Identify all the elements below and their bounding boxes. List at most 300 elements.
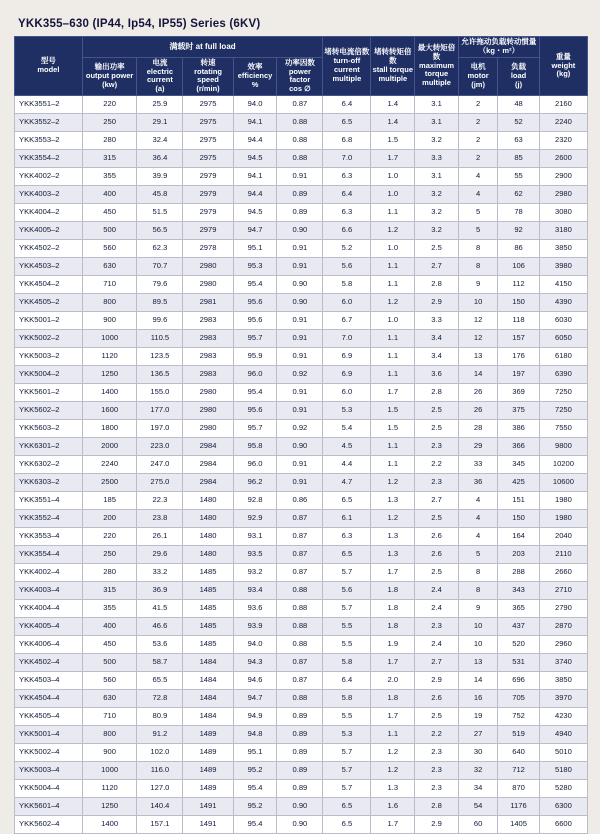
cell-inertia_motor: 12	[458, 330, 497, 348]
cell-model: YKK5003–2	[15, 348, 83, 366]
cell-power_factor: 0.87	[277, 96, 323, 114]
cell-power_factor: 0.88	[277, 132, 323, 150]
cell-inertia_load: 1176	[498, 798, 540, 816]
table-row	[15, 726, 588, 744]
cell-current: 123.5	[137, 348, 183, 366]
cell-efficiency: 95.2	[233, 762, 277, 780]
table-row	[15, 114, 588, 132]
cell-efficiency: 96.0	[233, 456, 277, 474]
cell-inertia_motor: 8	[458, 258, 497, 276]
cell-model: YKK6301–2	[15, 438, 83, 456]
cell-turn_off_current: 6.5	[323, 798, 371, 816]
cell-output_power: 1120	[82, 780, 137, 798]
cell-max_torque: 3.2	[415, 132, 459, 150]
cell-weight: 2160	[539, 96, 587, 114]
cell-current: 62.3	[137, 240, 183, 258]
cell-power_factor: 0.90	[277, 276, 323, 294]
cell-stall_torque: 1.1	[371, 204, 415, 222]
cell-current: 39.9	[137, 168, 183, 186]
cell-stall_torque: 1.1	[371, 258, 415, 276]
cell-weight: 4940	[539, 726, 587, 744]
cell-weight: 1980	[539, 510, 587, 528]
cell-max_torque: 2.9	[415, 672, 459, 690]
cell-turn_off_current: 5.5	[323, 708, 371, 726]
cell-efficiency: 94.5	[233, 204, 277, 222]
cell-efficiency: 94.8	[233, 726, 277, 744]
cell-power_factor: 0.91	[277, 456, 323, 474]
cell-max_torque: 3.4	[415, 348, 459, 366]
cell-speed: 2975	[183, 114, 233, 132]
cell-speed: 2975	[183, 150, 233, 168]
cell-power_factor: 0.89	[277, 762, 323, 780]
cell-inertia_motor: 2	[458, 114, 497, 132]
cell-inertia_load: 150	[498, 294, 540, 312]
cell-turn_off_current: 5.7	[323, 600, 371, 618]
cell-speed: 2981	[183, 294, 233, 312]
cell-stall_torque: 1.7	[371, 384, 415, 402]
cell-speed: 2984	[183, 456, 233, 474]
cell-speed: 1480	[183, 546, 233, 564]
cell-speed: 2980	[183, 402, 233, 420]
cell-stall_torque: 1.2	[371, 474, 415, 492]
cell-stall_torque: 1.8	[371, 600, 415, 618]
cell-power_factor: 0.87	[277, 510, 323, 528]
cell-weight: 6600	[539, 816, 587, 834]
cell-model: YKK3553–4	[15, 528, 83, 546]
cell-weight: 3740	[539, 654, 587, 672]
cell-current: 46.6	[137, 618, 183, 636]
cell-efficiency: 95.7	[233, 330, 277, 348]
cell-turn_off_current: 5.7	[323, 744, 371, 762]
cell-stall_torque: 1.4	[371, 114, 415, 132]
cell-power_factor: 0.90	[277, 816, 323, 834]
cell-weight: 7250	[539, 384, 587, 402]
cell-weight: 2900	[539, 168, 587, 186]
table-row	[15, 546, 588, 564]
cell-speed: 1489	[183, 726, 233, 744]
cell-inertia_load: 343	[498, 582, 540, 600]
cell-stall_torque: 1.5	[371, 402, 415, 420]
cell-speed: 1484	[183, 654, 233, 672]
cell-speed: 1480	[183, 510, 233, 528]
cell-weight: 3180	[539, 222, 587, 240]
cell-max_torque: 2.7	[415, 258, 459, 276]
cell-inertia_load: 176	[498, 348, 540, 366]
cell-model: YKK4504–4	[15, 690, 83, 708]
cell-power_factor: 0.92	[277, 420, 323, 438]
cell-model: YKK4503–2	[15, 258, 83, 276]
table-row	[15, 654, 588, 672]
cell-speed: 2978	[183, 240, 233, 258]
cell-max_torque: 2.5	[415, 240, 459, 258]
cell-output_power: 710	[82, 276, 137, 294]
cell-speed: 2980	[183, 420, 233, 438]
cell-weight: 1980	[539, 492, 587, 510]
cell-model: YKK5601–4	[15, 798, 83, 816]
cell-weight: 3980	[539, 258, 587, 276]
cell-weight: 6050	[539, 330, 587, 348]
cell-inertia_load: 92	[498, 222, 540, 240]
cell-turn_off_current: 5.6	[323, 582, 371, 600]
cell-model: YKK5001–2	[15, 312, 83, 330]
cell-efficiency: 96.2	[233, 474, 277, 492]
cell-weight: 4230	[539, 708, 587, 726]
cell-inertia_load: 203	[498, 546, 540, 564]
cell-speed: 1491	[183, 816, 233, 834]
table-row	[15, 222, 588, 240]
cell-current: 91.2	[137, 726, 183, 744]
cell-speed: 2980	[183, 384, 233, 402]
cell-current: 102.0	[137, 744, 183, 762]
table-row	[15, 636, 588, 654]
col-header-power-factor: 功率因数 power factor cos ∅	[277, 57, 323, 95]
cell-inertia_motor: 60	[458, 816, 497, 834]
cell-output_power: 1120	[82, 348, 137, 366]
cell-inertia_load: 78	[498, 204, 540, 222]
cell-turn_off_current: 5.2	[323, 240, 371, 258]
cell-power_factor: 0.91	[277, 168, 323, 186]
cell-inertia_load: 520	[498, 636, 540, 654]
cell-efficiency: 94.9	[233, 708, 277, 726]
cell-max_torque: 2.3	[415, 780, 459, 798]
cell-output_power: 630	[82, 690, 137, 708]
cell-inertia_load: 870	[498, 780, 540, 798]
cell-stall_torque: 1.7	[371, 564, 415, 582]
cell-inertia_motor: 30	[458, 744, 497, 762]
cell-turn_off_current: 4.5	[323, 438, 371, 456]
cell-turn_off_current: 6.4	[323, 96, 371, 114]
cell-output_power: 630	[82, 258, 137, 276]
cell-efficiency: 93.2	[233, 564, 277, 582]
cell-turn_off_current: 6.9	[323, 348, 371, 366]
cell-speed: 2979	[183, 168, 233, 186]
cell-current: 89.5	[137, 294, 183, 312]
cell-power_factor: 0.91	[277, 384, 323, 402]
cell-inertia_motor: 13	[458, 348, 497, 366]
cell-max_torque: 2.6	[415, 528, 459, 546]
cell-current: 65.5	[137, 672, 183, 690]
cell-output_power: 900	[82, 312, 137, 330]
cell-inertia_load: 437	[498, 618, 540, 636]
cell-inertia_motor: 4	[458, 528, 497, 546]
cell-inertia_motor: 26	[458, 384, 497, 402]
cell-stall_torque: 1.7	[371, 150, 415, 168]
cell-turn_off_current: 5.7	[323, 564, 371, 582]
cell-inertia_load: 164	[498, 528, 540, 546]
cell-output_power: 800	[82, 726, 137, 744]
cell-max_torque: 2.3	[415, 618, 459, 636]
cell-model: YKK5602–2	[15, 402, 83, 420]
table-row	[15, 492, 588, 510]
cell-current: 247.0	[137, 456, 183, 474]
cell-efficiency: 94.7	[233, 690, 277, 708]
cell-weight: 5280	[539, 780, 587, 798]
cell-stall_torque: 1.4	[371, 96, 415, 114]
cell-stall_torque: 1.9	[371, 636, 415, 654]
header-sub-row	[15, 57, 588, 95]
cell-stall_torque: 1.3	[371, 492, 415, 510]
cell-model: YKK4006–4	[15, 636, 83, 654]
cell-speed: 2980	[183, 276, 233, 294]
cell-current: 80.9	[137, 708, 183, 726]
cell-stall_torque: 1.1	[371, 276, 415, 294]
cell-inertia_load: 63	[498, 132, 540, 150]
cell-current: 70.7	[137, 258, 183, 276]
table-row	[15, 456, 588, 474]
cell-weight: 6180	[539, 348, 587, 366]
cell-current: 127.0	[137, 780, 183, 798]
cell-turn_off_current: 6.7	[323, 312, 371, 330]
cell-output_power: 450	[82, 636, 137, 654]
cell-inertia_motor: 8	[458, 582, 497, 600]
cell-speed: 1489	[183, 762, 233, 780]
cell-model: YKK5003–4	[15, 762, 83, 780]
cell-output_power: 1250	[82, 798, 137, 816]
cell-efficiency: 94.4	[233, 132, 277, 150]
cell-model: YKK4002–4	[15, 564, 83, 582]
cell-weight: 2320	[539, 132, 587, 150]
cell-turn_off_current: 7.0	[323, 150, 371, 168]
cell-output_power: 280	[82, 132, 137, 150]
cell-power_factor: 0.90	[277, 438, 323, 456]
cell-current: 58.7	[137, 654, 183, 672]
cell-max_torque: 3.3	[415, 150, 459, 168]
cell-max_torque: 3.2	[415, 186, 459, 204]
cell-max_torque: 3.3	[415, 312, 459, 330]
cell-current: 99.6	[137, 312, 183, 330]
cell-current: 36.9	[137, 582, 183, 600]
cell-inertia_load: 112	[498, 276, 540, 294]
cell-speed: 2980	[183, 258, 233, 276]
cell-inertia_motor: 8	[458, 240, 497, 258]
cell-inertia_load: 365	[498, 600, 540, 618]
header-group-row	[15, 37, 588, 58]
cell-stall_torque: 1.8	[371, 582, 415, 600]
cell-efficiency: 92.8	[233, 492, 277, 510]
cell-current: 72.8	[137, 690, 183, 708]
cell-inertia_load: 288	[498, 564, 540, 582]
cell-speed: 2983	[183, 330, 233, 348]
table-row	[15, 366, 588, 384]
cell-stall_torque: 1.2	[371, 294, 415, 312]
cell-efficiency: 94.1	[233, 168, 277, 186]
cell-inertia_load: 55	[498, 168, 540, 186]
col-header-full-load-group: 满载时 at full load	[82, 37, 323, 58]
cell-output_power: 400	[82, 186, 137, 204]
cell-model: YKK4003–2	[15, 186, 83, 204]
cell-turn_off_current: 6.0	[323, 384, 371, 402]
table-row	[15, 258, 588, 276]
cell-stall_torque: 1.1	[371, 438, 415, 456]
cell-current: 155.0	[137, 384, 183, 402]
table-row	[15, 474, 588, 492]
cell-model: YKK5002–4	[15, 744, 83, 762]
cell-stall_torque: 1.5	[371, 420, 415, 438]
table-row	[15, 744, 588, 762]
cell-stall_torque: 1.3	[371, 546, 415, 564]
cell-speed: 1485	[183, 564, 233, 582]
cell-inertia_load: 386	[498, 420, 540, 438]
cell-model: YKK6302–2	[15, 456, 83, 474]
cell-power_factor: 0.90	[277, 294, 323, 312]
cell-turn_off_current: 5.4	[323, 420, 371, 438]
cell-output_power: 1600	[82, 402, 137, 420]
cell-efficiency: 93.4	[233, 582, 277, 600]
cell-weight: 2600	[539, 150, 587, 168]
cell-speed: 1489	[183, 780, 233, 798]
cell-weight: 9800	[539, 438, 587, 456]
col-header-inertia-motor: 电机 motor (jm)	[458, 57, 497, 95]
table-row	[15, 762, 588, 780]
cell-model: YKK3554–2	[15, 150, 83, 168]
cell-turn_off_current: 6.5	[323, 816, 371, 834]
table-row	[15, 348, 588, 366]
cell-inertia_load: 640	[498, 744, 540, 762]
table-row	[15, 798, 588, 816]
cell-weight: 3850	[539, 672, 587, 690]
cell-max_torque: 2.7	[415, 492, 459, 510]
table-row	[15, 276, 588, 294]
cell-model: YKK4502–4	[15, 654, 83, 672]
cell-weight: 5180	[539, 762, 587, 780]
cell-model: YKK5002–2	[15, 330, 83, 348]
cell-current: 56.5	[137, 222, 183, 240]
table-row	[15, 528, 588, 546]
cell-current: 41.5	[137, 600, 183, 618]
cell-model: YKK5602–4	[15, 816, 83, 834]
cell-power_factor: 0.87	[277, 528, 323, 546]
cell-weight: 7550	[539, 420, 587, 438]
cell-efficiency: 95.4	[233, 276, 277, 294]
cell-model: YKK3553–2	[15, 132, 83, 150]
cell-model: YKK4005–4	[15, 618, 83, 636]
cell-inertia_load: 519	[498, 726, 540, 744]
col-header-efficiency: 效率 efficiency %	[233, 57, 277, 95]
cell-power_factor: 0.88	[277, 690, 323, 708]
cell-stall_torque: 1.7	[371, 654, 415, 672]
cell-turn_off_current: 6.1	[323, 510, 371, 528]
table-body	[15, 96, 588, 834]
cell-speed: 1484	[183, 672, 233, 690]
cell-power_factor: 0.87	[277, 564, 323, 582]
cell-current: 157.1	[137, 816, 183, 834]
col-header-turn-off-current: 堵转电流倍数 turn-off current multiple	[323, 37, 371, 96]
cell-stall_torque: 1.0	[371, 240, 415, 258]
cell-stall_torque: 1.2	[371, 744, 415, 762]
cell-model: YKK3551–4	[15, 492, 83, 510]
cell-max_torque: 2.5	[415, 510, 459, 528]
cell-max_torque: 3.6	[415, 366, 459, 384]
cell-inertia_load: 366	[498, 438, 540, 456]
cell-model: YKK3552–2	[15, 114, 83, 132]
cell-stall_torque: 1.8	[371, 618, 415, 636]
cell-weight: 6300	[539, 798, 587, 816]
cell-turn_off_current: 6.8	[323, 132, 371, 150]
cell-max_torque: 2.5	[415, 564, 459, 582]
cell-weight: 2240	[539, 114, 587, 132]
cell-inertia_load: 425	[498, 474, 540, 492]
cell-turn_off_current: 5.3	[323, 402, 371, 420]
cell-inertia_load: 1405	[498, 816, 540, 834]
cell-speed: 2975	[183, 132, 233, 150]
cell-turn_off_current: 4.4	[323, 456, 371, 474]
cell-model: YKK5004–2	[15, 366, 83, 384]
cell-turn_off_current: 5.7	[323, 780, 371, 798]
cell-current: 275.0	[137, 474, 183, 492]
cell-power_factor: 0.91	[277, 402, 323, 420]
cell-efficiency: 95.3	[233, 258, 277, 276]
cell-output_power: 500	[82, 654, 137, 672]
cell-inertia_motor: 4	[458, 510, 497, 528]
table-row	[15, 420, 588, 438]
cell-max_torque: 2.5	[415, 708, 459, 726]
cell-model: YKK4503–4	[15, 672, 83, 690]
cell-weight: 2710	[539, 582, 587, 600]
cell-inertia_load: 531	[498, 654, 540, 672]
cell-weight: 4390	[539, 294, 587, 312]
cell-inertia_motor: 28	[458, 420, 497, 438]
col-header-output-power: 输出功率 output power (kw)	[82, 57, 137, 95]
cell-output_power: 185	[82, 492, 137, 510]
cell-inertia_motor: 14	[458, 366, 497, 384]
cell-inertia_load: 712	[498, 762, 540, 780]
cell-speed: 2983	[183, 366, 233, 384]
cell-power_factor: 0.91	[277, 312, 323, 330]
cell-inertia_load: 48	[498, 96, 540, 114]
cell-turn_off_current: 6.5	[323, 546, 371, 564]
cell-max_torque: 3.1	[415, 96, 459, 114]
cell-inertia_motor: 19	[458, 708, 497, 726]
cell-current: 177.0	[137, 402, 183, 420]
cell-weight: 2660	[539, 564, 587, 582]
cell-power_factor: 0.88	[277, 582, 323, 600]
cell-power_factor: 0.88	[277, 600, 323, 618]
cell-speed: 1485	[183, 582, 233, 600]
cell-stall_torque: 1.2	[371, 762, 415, 780]
cell-max_torque: 3.1	[415, 114, 459, 132]
col-header-speed: 转速 rotating speed (r/min)	[183, 57, 233, 95]
col-header-model	[15, 37, 83, 96]
cell-output_power: 1400	[82, 384, 137, 402]
cell-model: YKK4505–4	[15, 708, 83, 726]
cell-model: YKK4005–2	[15, 222, 83, 240]
table-row	[15, 816, 588, 834]
cell-inertia_motor: 4	[458, 186, 497, 204]
cell-model: YKK5001–4	[15, 726, 83, 744]
cell-inertia_motor: 5	[458, 204, 497, 222]
motor-specifications-table	[14, 36, 588, 834]
cell-max_torque: 2.6	[415, 546, 459, 564]
table-row	[15, 150, 588, 168]
table-row	[15, 402, 588, 420]
cell-max_torque: 2.2	[415, 726, 459, 744]
cell-power_factor: 0.91	[277, 240, 323, 258]
cell-efficiency: 95.7	[233, 420, 277, 438]
cell-model: YKK3552–4	[15, 510, 83, 528]
cell-efficiency: 93.5	[233, 546, 277, 564]
cell-stall_torque: 1.8	[371, 690, 415, 708]
cell-max_torque: 2.9	[415, 294, 459, 312]
cell-stall_torque: 1.1	[371, 330, 415, 348]
col-header-weight: 重量 weight (kg)	[539, 37, 587, 96]
cell-max_torque: 2.5	[415, 420, 459, 438]
table-row	[15, 186, 588, 204]
cell-inertia_motor: 16	[458, 690, 497, 708]
cell-speed: 1489	[183, 744, 233, 762]
cell-inertia_load: 705	[498, 690, 540, 708]
cell-efficiency: 93.9	[233, 618, 277, 636]
cell-model: YKK3554–4	[15, 546, 83, 564]
